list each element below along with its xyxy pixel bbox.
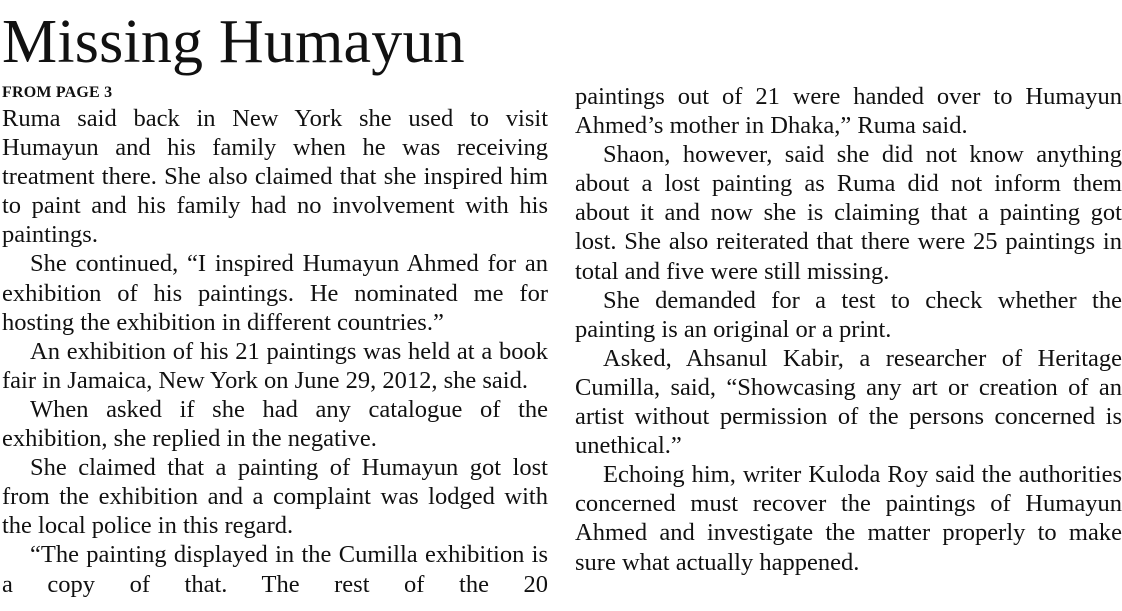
paragraph: “The painting displayed in the Cumilla exhibition is a copy of that. The rest of the 20 xyxy=(2,541,548,598)
paragraph: An exhibition of his 21 paintings was held at a book fair in Jamaica, New York on June 29, 2012, she said. xyxy=(2,337,548,394)
paragraph: paintings out of 21 were handed over to Humayun Ahmed’s mother in Dhaka,” Ruma said. xyxy=(575,83,1122,140)
paragraph: Ruma said back in New York she used to visit Humayun and his family when he was receiving treatment there. She also claimed that she inspired him to paint and his family had no involvement with his paintings. xyxy=(2,105,548,249)
paragraph: Echoing him, writer Kuloda Roy said the authorities concerned must recover the paintings of Humayun Ahmed and investigate the matter properly to make sure what actually happened. xyxy=(575,461,1122,576)
article-column-left xyxy=(2,104,548,599)
paragraph: Shaon, however, said she did not know anything about a lost painting as Ruma did not inform them about it and now she is claiming that a painting got lost. She also reiterated that there were 25 paintings in total and five were still missing. xyxy=(575,141,1122,285)
jump-line: FROM PAGE 3 xyxy=(2,84,113,101)
paragraph: She demanded for a test to check whether the painting is an original or a print. xyxy=(575,286,1122,343)
headline: Missing Humayun xyxy=(2,8,465,76)
paragraph: She claimed that a painting of Humayun got lost from the exhibition and a complaint was lodged with the local police in this regard. xyxy=(2,454,548,540)
article-column-right xyxy=(575,82,1122,577)
paragraph: Asked, Ahsanul Kabir, a researcher of Heritage Cumilla, said, “Showcasing any art or creation of an artist without permission of the persons concerned is unethical.” xyxy=(575,344,1122,460)
paragraph: When asked if she had any catalogue of the exhibition, she replied in the negative. xyxy=(2,395,548,453)
paragraph: She continued, “I inspired Humayun Ahmed for an exhibition of his paintings. He nominated me for hosting the exhibition in different countries.” xyxy=(2,250,548,336)
